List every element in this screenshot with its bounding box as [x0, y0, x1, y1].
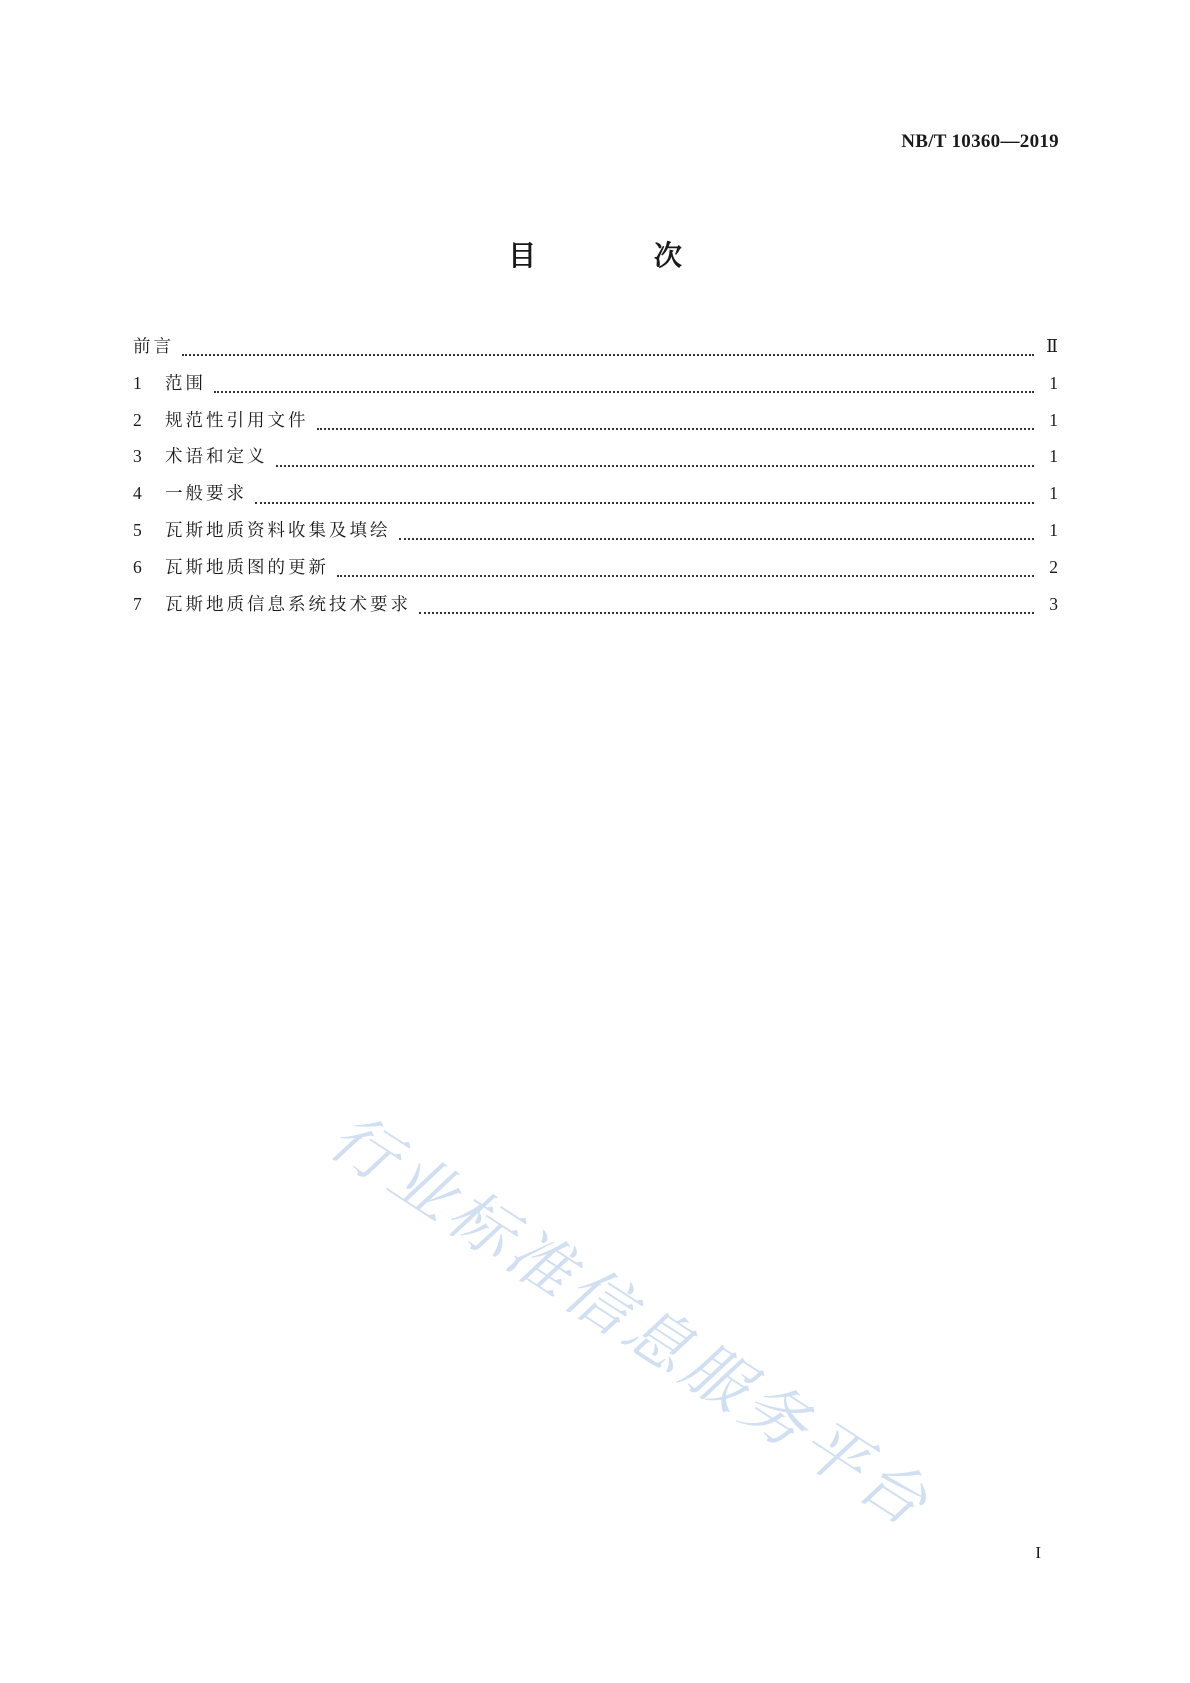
toc-leader-dots: [276, 461, 1035, 467]
toc-entry-number: 3: [133, 446, 142, 467]
toc-entry-2[interactable]: [133, 407, 1058, 444]
toc-entry-label: 一般要求: [165, 484, 247, 505]
toc-entry-1[interactable]: [133, 370, 1058, 407]
toc-entry-page: 1: [1049, 483, 1058, 504]
toc-leader-dots: [214, 387, 1034, 393]
standard-code: NB/T 10360—2019: [901, 131, 1059, 152]
toc-entry-number: 6: [133, 556, 142, 577]
toc-leader-dots: [337, 571, 1034, 577]
toc-entry-number: 1: [133, 372, 142, 393]
toc-entry-label: 规范性引用文件: [165, 410, 309, 431]
toc-entry-5[interactable]: [133, 517, 1058, 554]
toc-entry-label: 瓦斯地质信息系统技术要求: [165, 594, 411, 615]
toc-entry-label: 瓦斯地质资料收集及填绘: [165, 520, 391, 541]
toc-entry-label: 前言: [133, 337, 174, 357]
toc-entry-4[interactable]: [133, 480, 1058, 517]
toc-entry-number: 2: [133, 409, 142, 430]
toc-entry-label: 术语和定义: [165, 447, 268, 468]
toc-leader-dots: [317, 424, 1035, 430]
toc-entry-label: 范围: [165, 373, 206, 394]
toc-entry-page: 1: [1049, 372, 1058, 393]
toc-leader-dots: [255, 498, 1034, 504]
toc-entry-number: 4: [133, 483, 142, 504]
toc-entry-page: Ⅱ: [1046, 336, 1058, 356]
toc-title: 目 次: [508, 239, 736, 272]
toc-entry-page: 3: [1049, 593, 1058, 614]
toc-entry-7[interactable]: [133, 591, 1058, 628]
page-number: I: [1035, 1543, 1041, 1562]
toc-entry-3[interactable]: [133, 443, 1058, 480]
toc-entry-number: 7: [133, 593, 142, 614]
toc-entry-number: 5: [133, 519, 142, 540]
toc-entry-page: 1: [1049, 446, 1058, 467]
toc-leader-dots: [399, 534, 1035, 540]
toc-entry-page: 1: [1049, 409, 1058, 430]
toc-entry-label: 瓦斯地质图的更新: [165, 557, 329, 578]
toc-entry-page: 1: [1049, 519, 1058, 540]
toc-list: [133, 333, 1058, 627]
toc-entry-6[interactable]: [133, 554, 1058, 591]
toc-leader-dots: [182, 350, 1034, 356]
toc-entry-foreword[interactable]: [133, 333, 1058, 370]
watermark: 行业标准信息服务平台: [316, 1100, 944, 1544]
toc-entry-page: 2: [1049, 556, 1058, 577]
toc-leader-dots: [419, 608, 1034, 614]
